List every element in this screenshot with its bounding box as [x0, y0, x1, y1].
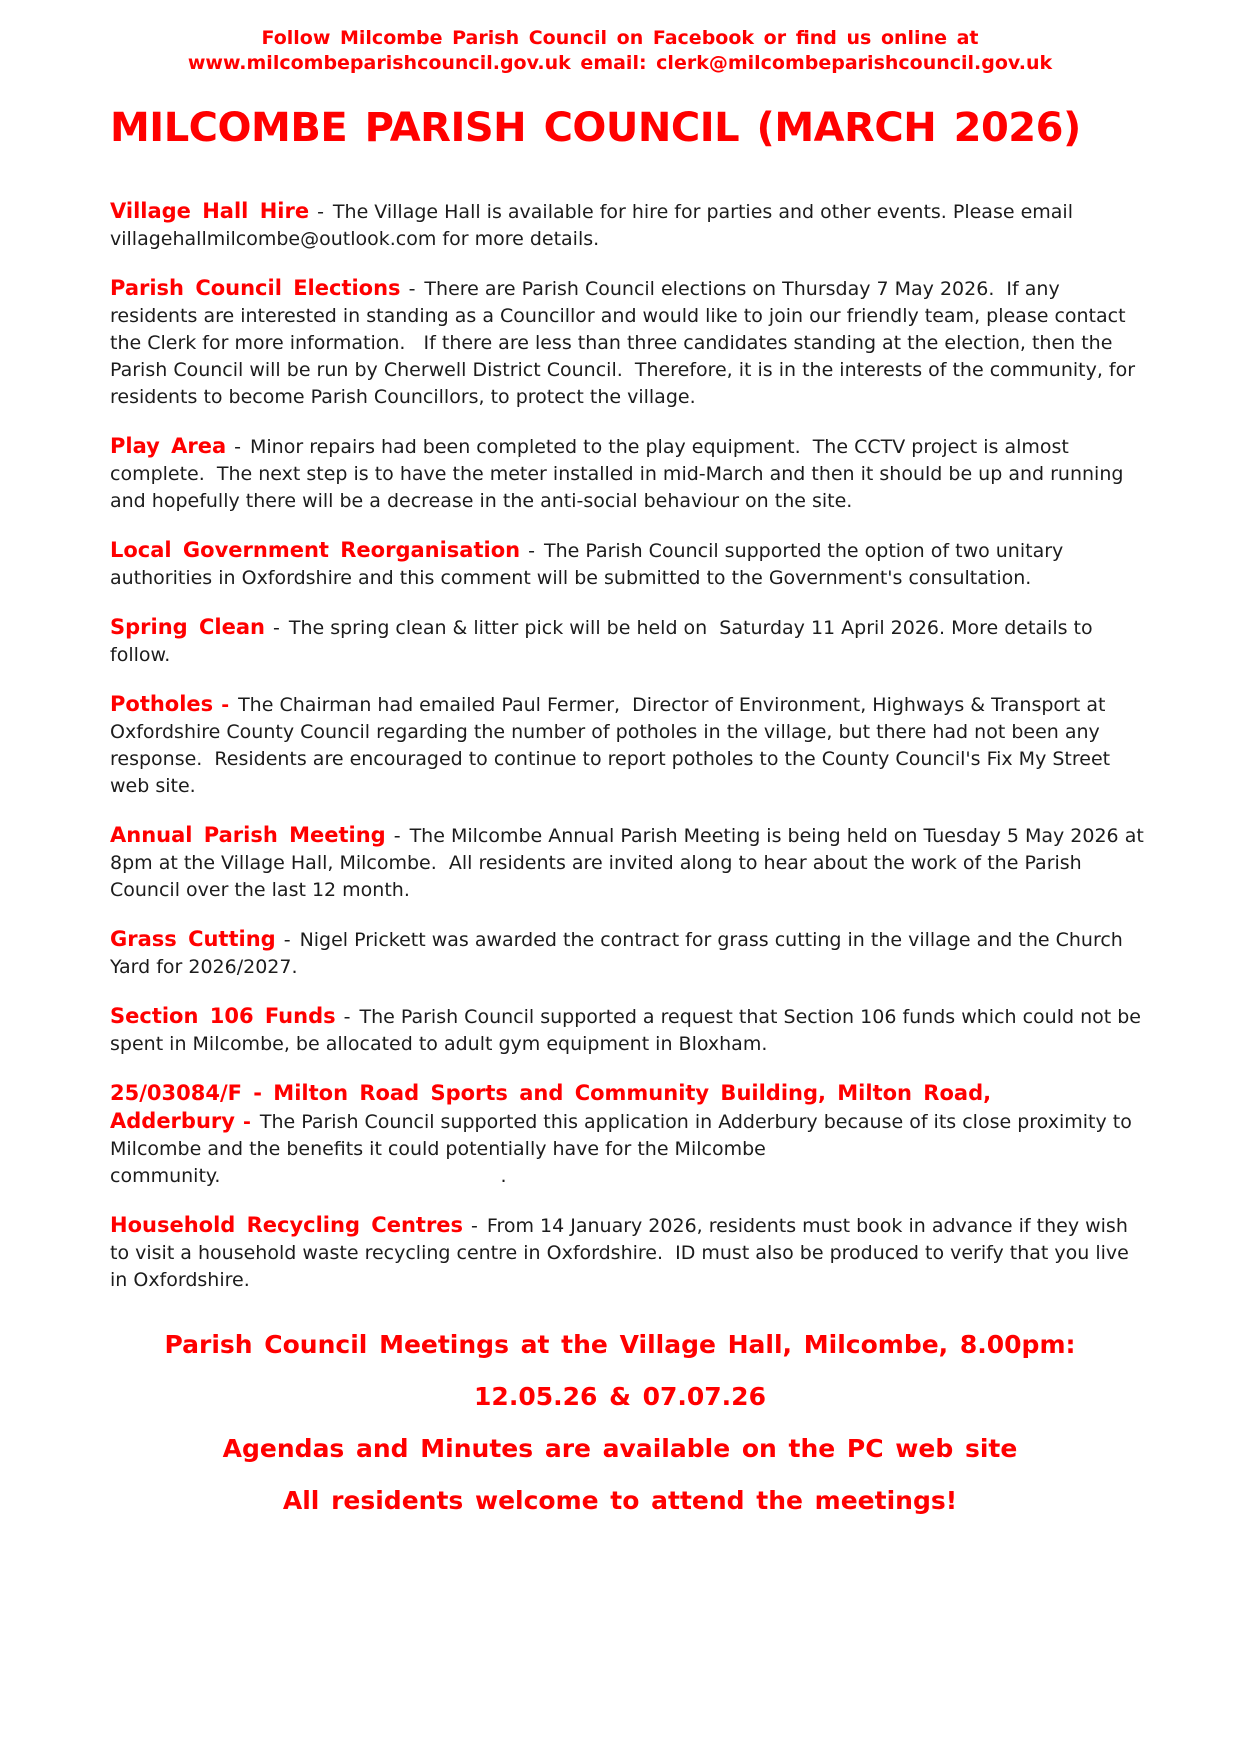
section-separator: -	[283, 929, 291, 951]
section-planning-application-adderbury	[110, 1080, 1145, 1190]
section-heading: Parish Council Elections	[110, 276, 401, 300]
section-potholes	[110, 691, 1145, 800]
section-heading: Grass Cutting	[110, 927, 276, 951]
section-heading: Local Government Reorganisation	[110, 538, 521, 562]
section-body: The Chairman had emailed Paul Fermer, Director of Environment, Highways & Transport at Oxfordshire County Council regarding the number of potholes in the village, but there had not been any response. Residents are encouraged to continue to report potholes to the County Council's Fix My Street web site.	[110, 694, 1117, 797]
section-body: The Parish Council supported a request that Section 106 funds which could not be spent in Milcombe, be allocated to adult gym equipment in Bloxham.	[110, 1006, 1148, 1055]
section-body: The spring clean & litter pick will be held on Saturday 11 April 2026. More details to follow.	[110, 617, 1099, 666]
section-village-hall-hire	[110, 198, 1145, 253]
section-spring-clean	[110, 614, 1145, 669]
section-household-recycling-centres	[110, 1212, 1145, 1294]
section-heading: Spring Clean	[110, 615, 265, 639]
section-parish-council-elections	[110, 275, 1145, 411]
section-separator: -	[242, 1111, 251, 1133]
section-heading: Annual Parish Meeting	[110, 823, 386, 847]
section-heading: Potholes	[110, 692, 214, 716]
section-body: From 14 January 2026, residents must book in advance if they wish to visit a household waste recycling centre in Oxfordshire. ID must also be produced to verify that you live in Oxfordshire.	[110, 1215, 1135, 1291]
footer-welcome-line: All residents welcome to attend the meetings!	[282, 1486, 958, 1515]
section-heading: Village Hall Hire	[110, 199, 310, 223]
masthead-contact-line: www.milcombeparishcouncil.gov.uk email: clerk@milcombeparishcouncil.gov.uk	[187, 52, 1053, 74]
stray-period: .	[500, 1165, 507, 1187]
section-heading: Play Area	[110, 434, 227, 458]
section-heading: Section 106 Funds	[110, 1004, 336, 1028]
section-separator: -	[471, 1215, 478, 1237]
section-separator: -	[272, 617, 280, 639]
newsletter-body	[110, 198, 1150, 1294]
page-title: MILCOMBE PARISH COUNCIL (MARCH 2026)	[110, 105, 1081, 151]
section-separator: -	[408, 278, 416, 300]
section-grass-cutting	[110, 926, 1145, 981]
section-body: There are Parish Council elections on Thursday 7 May 2026. If any residents are interested in standing as a Councillor and would like to join our friendly team, please contact the Clerk for more information. If there are less than three candidates standing at the election, then the Parish Council will be run by Cherwell District Council. Therefore, it is in the interests of the community, for residents to become Parish Councillors, to protect the village.	[110, 278, 1142, 408]
section-separator: -	[234, 436, 241, 458]
section-separator: -	[343, 1006, 351, 1028]
footer-meetings-line: Parish Council Meetings at the Village Hall, Milcombe, 8.00pm:	[164, 1330, 1076, 1359]
masthead	[0, 0, 1240, 76]
footer-notices	[0, 1330, 1240, 1516]
section-local-government-reorganisation	[110, 537, 1145, 592]
masthead-facebook-line: Follow Milcombe Parish Council on Facebook or find us online at	[261, 27, 979, 49]
footer-meeting-dates: 12.05.26 & 07.07.26	[474, 1382, 766, 1411]
section-separator: -	[317, 201, 324, 223]
section-play-area	[110, 433, 1145, 515]
section-section-106-funds	[110, 1003, 1148, 1058]
footer-agendas-line: Agendas and Minutes are available on the PC web site	[222, 1434, 1018, 1463]
section-body: Nigel Prickett was awarded the contract for grass cutting in the village and the Church Yard for 2026/2027.	[110, 929, 1129, 978]
section-separator: -	[393, 825, 401, 847]
section-body: The Milcombe Annual Parish Meeting is being held on Tuesday 5 May 2026 at 8pm at the Village Hall, Milcombe. All residents are invited along to hear about the work of the Parish Council over the last 12 month.	[110, 825, 1150, 901]
section-body: The Village Hall is available for hire for parties and other events. Please email villagehallmilcombe@outlook.com for more details.	[110, 201, 1080, 250]
section-body: The Parish Council supported the option of two unitary authorities in Oxfordshire and this comment will be submitted to the Government's consultation.	[110, 540, 1070, 589]
section-separator: -	[528, 540, 535, 562]
section-body: Minor repairs had been completed to the play equipment. The CCTV project is almost complete. The next step is to have the meter installed in mid-March and then it should be up and running and hopefully there will be a decrease in the anti-social behaviour on the site.	[110, 436, 1130, 512]
section-heading: 25/03084/F - Milton Road Sports and Community Building, Milton Road, Adderbury	[110, 1081, 1003, 1133]
section-heading: Household Recycling Centres	[110, 1213, 464, 1237]
section-separator: -	[221, 694, 230, 716]
section-body: The Parish Council supported this application in Adderbury because of its close proximity to Milcombe and the benefits it could potentially have for the Milcombe community.	[110, 1111, 1138, 1187]
section-annual-parish-meeting	[110, 822, 1150, 904]
